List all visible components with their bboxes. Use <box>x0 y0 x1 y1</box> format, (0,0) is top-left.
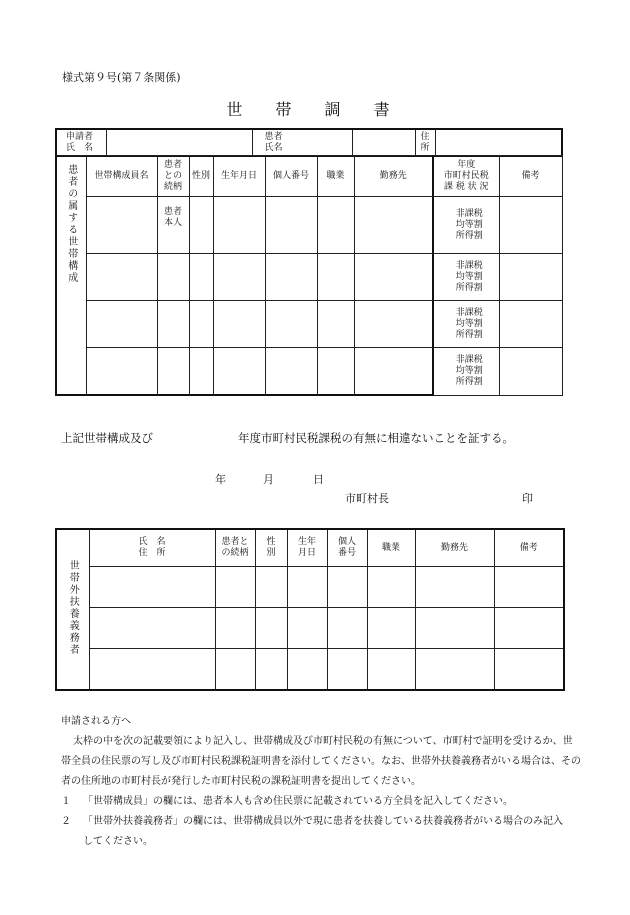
col-remarks: 備考 <box>499 156 562 197</box>
document-title: 世 帯 調 書 <box>226 100 404 119</box>
note-item <box>61 812 581 832</box>
tax-status-cell[interactable]: 非課税 均等割 所得割 <box>433 197 499 254</box>
col-birthdate: 生年月日 <box>213 156 265 197</box>
personal-number-cell[interactable] <box>265 301 317 348</box>
remarks-cell[interactable] <box>494 649 564 691</box>
name-address-cell[interactable] <box>89 649 215 691</box>
sex-cell[interactable] <box>255 649 287 691</box>
birthdate-cell[interactable] <box>287 649 327 691</box>
personal-number-cell[interactable] <box>327 649 367 691</box>
col-name-address: 氏 名 住 所 <box>89 529 215 567</box>
applicant-name-label: 申請者 氏 名 <box>56 129 106 156</box>
workplace-cell[interactable] <box>354 301 433 348</box>
note-item-text: 「世帯構成員」の欄には、患者本人も含め住民票に記載されている方全員を記入してください。 <box>83 796 513 807</box>
occupation-cell[interactable] <box>367 608 415 649</box>
table-row <box>56 608 564 649</box>
relation-cell[interactable]: 患者 本人 <box>157 197 189 254</box>
occupation-cell[interactable] <box>317 254 354 301</box>
birthdate-cell[interactable] <box>213 197 265 254</box>
col-workplace: 勤務先 <box>354 156 433 197</box>
remarks-cell[interactable] <box>499 301 562 348</box>
col-occupation: 職業 <box>317 156 354 197</box>
relation-cell[interactable] <box>157 254 189 301</box>
workplace-cell[interactable] <box>354 197 433 254</box>
col-relation: 患者 との 続柄 <box>157 156 189 197</box>
tax-status-cell[interactable]: 非課税 均等割 所得割 <box>433 254 499 301</box>
col-sex: 性別 <box>189 156 213 197</box>
table-row <box>56 197 562 254</box>
relation-cell[interactable] <box>215 649 255 691</box>
certification-suffix: 年度市町村民税課税の有無に相違ないことを証する。 <box>238 431 514 445</box>
birthdate-cell[interactable] <box>213 301 265 348</box>
workplace-cell[interactable] <box>354 254 433 301</box>
notes-intro: 太枠の中を次の記載要領により記入し、世帯構成及び市町村民税の有無について、市町村で証明を受けるか、世帯全員の住民票の写し及び市町村民税課税証明書を添付してください。なお、世帯外扶養義務者がいる場合は、その者の住所地の市町村長が発行した市町村民税の課税証明書を提出してください。 <box>61 736 581 787</box>
name-address-cell[interactable] <box>89 567 215 608</box>
applicant-name-field[interactable] <box>106 129 252 156</box>
notes-heading: 申請される方へ <box>61 716 131 727</box>
table-row <box>56 301 562 348</box>
remarks-cell[interactable] <box>499 197 562 254</box>
cert-year: 年 <box>215 473 226 486</box>
cert-month: 月 <box>263 473 274 486</box>
form-number: 様式第９号(第７条関係) <box>62 71 181 84</box>
note-item-text: 「世帯外扶養義務者」の欄には、世帯構成員以外で現に患者を扶養している扶養義務者がいる場合のみ記入 <box>83 816 563 827</box>
col-member-name: 世帯構成員名 <box>86 156 157 197</box>
household-side-label: 患者の属する世帯構成 <box>65 164 77 284</box>
workplace-cell[interactable] <box>415 608 494 649</box>
sex-cell[interactable] <box>255 567 287 608</box>
col-birthdate: 生年 月日 <box>287 529 327 567</box>
occupation-cell[interactable] <box>317 197 354 254</box>
household-table <box>55 155 563 396</box>
note-item <box>61 792 581 812</box>
occupation-cell[interactable] <box>367 567 415 608</box>
supporter-table <box>55 528 565 691</box>
member-name-cell[interactable] <box>86 197 157 254</box>
workplace-cell[interactable] <box>415 567 494 608</box>
member-name-cell[interactable] <box>86 254 157 301</box>
member-name-cell[interactable] <box>86 301 157 348</box>
table-row <box>56 348 562 396</box>
table-row <box>56 254 562 301</box>
workplace-cell[interactable] <box>354 348 433 396</box>
personal-number-cell[interactable] <box>265 197 317 254</box>
col-sex: 性 別 <box>255 529 287 567</box>
tax-status-cell[interactable]: 非課税 均等割 所得割 <box>433 301 499 348</box>
sex-cell[interactable] <box>189 254 213 301</box>
personal-number-cell[interactable] <box>265 254 317 301</box>
workplace-cell[interactable] <box>415 649 494 691</box>
col-remarks: 備考 <box>494 529 564 567</box>
birthdate-cell[interactable] <box>287 567 327 608</box>
address-label: 住 所 <box>415 129 435 156</box>
sex-cell[interactable] <box>189 301 213 348</box>
occupation-cell[interactable] <box>317 301 354 348</box>
personal-number-cell[interactable] <box>265 348 317 396</box>
sex-cell[interactable] <box>189 348 213 396</box>
occupation-cell[interactable] <box>317 348 354 396</box>
remarks-cell[interactable] <box>494 608 564 649</box>
notes-section <box>61 712 581 852</box>
relation-cell[interactable] <box>157 301 189 348</box>
applicant-info-table <box>55 128 563 157</box>
remarks-cell[interactable] <box>494 567 564 608</box>
col-personal-number: 個人番号 <box>265 156 317 197</box>
address-field[interactable] <box>435 129 562 156</box>
sex-cell[interactable] <box>255 608 287 649</box>
occupation-cell[interactable] <box>367 649 415 691</box>
household-side-label-cell <box>56 156 86 396</box>
col-relation: 患者と の続柄 <box>215 529 255 567</box>
certification-prefix: 上記世帯構成及び <box>61 431 153 445</box>
supporter-side-label: 世帯外扶養義務者 <box>67 559 79 656</box>
col-personal-number: 個人 番号 <box>327 529 367 567</box>
remarks-cell[interactable] <box>499 348 562 396</box>
sex-cell[interactable] <box>189 197 213 254</box>
supporter-side-label-cell <box>56 529 89 690</box>
name-address-cell[interactable] <box>89 608 215 649</box>
col-tax-status: 年度 市町村民税 課 税 状 況 <box>433 156 499 197</box>
cert-day: 日 <box>313 473 324 486</box>
member-name-cell[interactable] <box>86 348 157 396</box>
note-item-continuation: してください。 <box>83 836 153 847</box>
note-item-number: １ <box>61 796 71 807</box>
patient-name-field[interactable] <box>352 129 415 156</box>
mayor-label: 市町村長 <box>345 492 389 505</box>
personal-number-cell[interactable] <box>327 567 367 608</box>
personal-number-cell[interactable] <box>327 608 367 649</box>
table-row <box>56 567 564 608</box>
table-row <box>56 649 564 691</box>
birthdate-cell[interactable] <box>213 254 265 301</box>
col-occupation: 職業 <box>367 529 415 567</box>
relation-cell[interactable] <box>157 348 189 396</box>
tax-status-cell[interactable]: 非課税 均等割 所得割 <box>433 348 499 396</box>
note-item-number: ２ <box>61 816 71 827</box>
relation-cell[interactable] <box>215 608 255 649</box>
patient-name-label: 患者 氏名 <box>252 129 352 156</box>
seal-mark: 印 <box>522 492 533 505</box>
birthdate-cell[interactable] <box>287 608 327 649</box>
certification-line <box>61 430 514 446</box>
remarks-cell[interactable] <box>499 254 562 301</box>
relation-cell[interactable] <box>215 567 255 608</box>
birthdate-cell[interactable] <box>213 348 265 396</box>
col-workplace: 勤務先 <box>415 529 494 567</box>
